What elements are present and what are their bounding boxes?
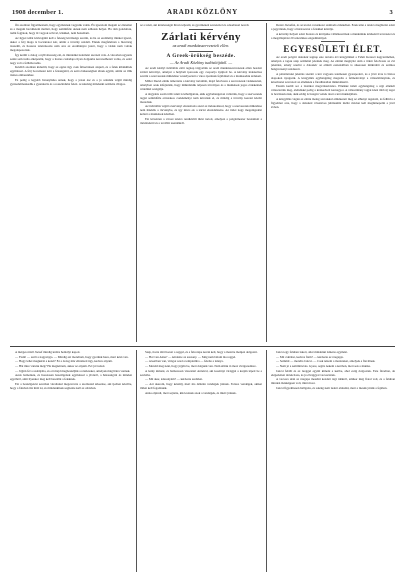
paragraph: — Semmit — mondta Jancsi. — Csak nézem a madarakat, amelyek a fán ülnek. bbox=[276, 359, 376, 364]
paragraph: — Hát mire várunk még? Ha megkértem, akkor az enyém. Ezt jól tudod. bbox=[15, 363, 106, 368]
feuilleton-column-2 bbox=[140, 350, 262, 572]
paragraph: Ezután került sor a tisztikar megválasztására. Elnökké ismét egyhangúlag a régi elnököt választották meg, alelnökké pedig a közkedvelt karnagyot. A választmány tagjai közé több új tagot is beválasztottak, akik eddig is buzgón vettek részt a kör munkájában. bbox=[271, 84, 395, 97]
newspaper-title: ARADI KÖZLÖNY bbox=[167, 8, 238, 16]
paragraph: — Jöjjön fel a szobájába, és ott majd megbeszéljük a részleteket, amelyek még hátra vannak. bbox=[15, 368, 131, 373]
feuilleton-rule bbox=[10, 346, 395, 347]
paragraph: Az aradi polgári daloskör tegnap este tartotta évi közgyűlését a Fehér Kereszt nagytermében, amelyen a tagok szép számmal jelentek meg. Az elnöki megnyitó után a titkár felolvasta az évi jelentést, amely szerint a daloskör az elmúlt esztendőben is sikeresen működött és számos hangversenyt rendezett. bbox=[271, 54, 395, 71]
section-title: EGYESÜLETI ÉLET. bbox=[283, 43, 383, 54]
paragraph: — Hogy lehet megkérni a kezét? Ez a dolog már elintézett ügy, kedves anyám. bbox=[15, 359, 113, 364]
newspaper-page bbox=[10, 6, 395, 572]
column-2-top bbox=[140, 23, 262, 342]
paragraph: Ezt követően a városi tanács rendkívüli ülést tartott, amelyen a polgármester beszámolt a történtekről és a további teendőkről. bbox=[140, 116, 262, 126]
column-divider bbox=[266, 23, 267, 342]
separator bbox=[189, 51, 213, 52]
paragraph: Később azonban kiderült, hogy az egész ügy csak félreértésen alapult, és a felek kibékültek egymással. A férj bocsánatot kért a feleségétől, és azóta békességben élnek együtt, amint az illik tisztes emberekhez. bbox=[10, 65, 132, 78]
paragraph: — Mit akar, édesanyám? — kérdezte szelíden. bbox=[145, 377, 203, 382]
paragraph: Jancsi figyelmesen hallgatta, és sokáig nem tudott elaludni, mert a mesék járták a fejében. bbox=[276, 385, 388, 390]
paragraph: — Mit csinálsz, kedves fiam? — kérdezte az öregapja. bbox=[276, 354, 344, 359]
paragraph: Ez pedig a legjobb bizonyítéka annak, hogy a józan ész és a jó szándék végül mindig győzedelmeskedik a gyanakvás és a rosszindulat felett. A tanulság mindenki számára világos. bbox=[10, 77, 132, 87]
paragraph: Miller Dezső elnök ismertette a kérvény tartalmát, majd felolvasta a szervezetek védekezését, amelyben azok kifejtették, hogy működésük teljesen törvényes és a munkások jogos érdekeinek védelmét szolgálja. bbox=[140, 78, 262, 91]
feuilleton-column-1 bbox=[10, 350, 132, 572]
paragraph: Így került a dolog a nyilvánosság elé, és mindenki tudomást szerzett róla. A városban ugyanis senki sem tudta elképzelni, hogy a tisztes családapa ilyen dolgokba keveredhetett volna, és ezért nagy volt a felháborodás. bbox=[10, 52, 132, 65]
paragraph: Ön azonban figyelmeztem, hogy egymásnak vagyunk valók. Én igazolom magam az életemet és a magam becsületem mellett, hogy semmiféle oknak nem adhatok helyet. Ha rám gondoltok, tudni fogjátok, hogy itt vagyok szívvel, lélekkel, nem hazudtam. bbox=[10, 23, 132, 36]
column-1-top bbox=[10, 23, 132, 342]
paragraph: Dezső Józsefné, és az utolsó vonatkozó számadó érdekében. Ezek után a tanács megbízást adott a jegyzőnek, hogy a határozatot a felekkel közölje. bbox=[271, 23, 395, 32]
paragraph: A kérvény helyett adott Kolozs és környéke vállalkozóinak a munkáinak értékeiről tervezetet és a megállapítást 20 százalékos engedménnyel. bbox=[271, 31, 395, 40]
paragraph: Az aradi királyi ítélőtábla előtt tegnap tárgyalták az aradi munkásszervezetek ellen beadott zárlati kérvényt, amelyet a helybeli iparosok egy csoportja nyújtott be. A kérvény indokolása szerint a szervezetek működése veszélyezteti a város iparának fejlődését és a munkaadók érdekeit. bbox=[140, 66, 262, 79]
section-byline: — Az Aradi Közlöny tudósítójától. — bbox=[169, 60, 233, 66]
article-subtitle: az aradi munkásszervezetek ellen. bbox=[172, 43, 230, 49]
separator bbox=[189, 29, 213, 30]
column-divider bbox=[136, 23, 137, 342]
paragraph: Anna elpirult, mert sejtette, kik lesznek azok a vendégek, és miért jönnek. bbox=[145, 390, 237, 395]
paragraph: Az ügyet tehát kivizsgálni kell a feleség kívánsága szerint, és ha az eredmény minket igazol, akkor a férj maga is bocsánatot kér, amint a törvény rendeli. Ennek megfelelően a bizottság összeült, és hosszas tanácskozás után arra az eredményre jutott, hogy a vádak nem voltak megalapozottak. bbox=[10, 35, 132, 52]
column-divider bbox=[266, 350, 267, 572]
paragraph: Azok bementek, és hosszasan beszélgettek egymással a jövőről, a házasságról és minden egyébről, amit ilyenkor meg kell beszélni a feleknek. bbox=[10, 373, 132, 382]
page-number: 3 bbox=[389, 9, 393, 16]
paragraph: — Azt akarom, hogy készülj, mert ma délután vendégek jönnek. Fontos vendégek, akiket illően kell fogadnunk. bbox=[140, 381, 262, 390]
paragraph: A közgyűlés végén az elnök meleg szavakkal emlékezett meg az elhunyt tagokról, és felhívta a figyelmet arra, hogy a daloskör ötvenéves jubileumát méltó módon kell megünnepelni a jövő évben. bbox=[271, 97, 395, 110]
paragraph: Az ítélőtábla végül a kérvényt elutasította azzal az indokolással, hogy a szervezetek működése nem ütközik a törvénybe, és így nincs ok a zárlat elrendelésére. Az ítélet nagy megelégedést keltett a munkások körében. bbox=[140, 104, 262, 117]
separator bbox=[321, 41, 345, 42]
paragraph: A mérges nőtől József mindig ködös homályt kapott. bbox=[15, 350, 81, 354]
paragraph: — Mondd meg neki, hogy jöjjön be, mert dolgunk van. Nem érünk rá most virágszedésre. bbox=[145, 363, 257, 368]
page-header bbox=[10, 6, 395, 21]
paragraph: — A kertben van, virágot szed a templomba — felelte a leánya. bbox=[145, 359, 224, 364]
paragraph: Jancsi felállt és az öreggel együtt kiment a kertbe, ahol estig dolgoztak. Este fáradtan, de elégedetten tértek haza, és jó étvággyal vacsoráztak. bbox=[271, 368, 395, 377]
paragraph: Ezt a beszélgetést azonban váratlanul megzavarta a szomszéd érkezése, aki ijedten közölte, hogy a faluban tűz ütött ki, és mindenkinek segítenie kell az oltásban. bbox=[10, 381, 132, 390]
article-title: Zárlati kérvény bbox=[161, 31, 241, 44]
paragraph: az a tanár, aki kötelességét híven teljesíti, és gyermekeit szeretettel és odaadással neveli. bbox=[140, 23, 250, 27]
paragraph: Jancsi egy faluban lakott, ahol mindenki ismerte egymást. bbox=[276, 350, 348, 354]
feuilleton-column-3 bbox=[271, 350, 395, 572]
paragraph: — Nem jó a semmittevés. Gyere, segíts nekem a kertben, mert sok a munka. bbox=[276, 363, 371, 368]
paragraph: A tárgyalás során több tanút is kihallgattak, akik egybehangzóan vallották, hogy a szervezetek tagjai semmiféle erőszakos cselekményt nem követtek el, és mindig a törvény keretei között maradtak. bbox=[140, 91, 262, 104]
paragraph: — Hol van Anna? — kérdezte az asszony. — Még nem láttam ma reggel. bbox=[145, 354, 236, 359]
paragraph: A vacsora után az öregapa mesélni kezdett régi időkről, amikor még fiatal volt, és a faluban minden másképpen volt, mint most. bbox=[271, 377, 395, 386]
column-3-top bbox=[271, 23, 395, 342]
paragraph: A leány kiment, és hamarosan visszatért Annával, aki kosárnyi virággal a karján lépett be a szobába. bbox=[140, 368, 262, 377]
column-divider bbox=[136, 350, 137, 572]
paragraph: A pénztárnoki jelentés szerint a kör vagyona tetemesen gyarapodott, és a jövő évre is biztos alapokon nyugszik. A közgyűlés egyhangúlag megadta a felmentvényt a választmánynak, és köszönetet szavazott az elnöknek a fáradhatatlan működéséért. bbox=[271, 71, 395, 84]
paragraph: — Fiam! — szólt a nagyanyja. — Mindig azt mondtam, hogy gyerünk haza, mert késő van. bbox=[15, 354, 129, 359]
paragraph: Szép, tiszta időt hozott a reggel, és a falu népe korán kelt, hogy a mezőre menjen dolgozni. bbox=[145, 350, 258, 354]
issue-date: 1908 december 1. bbox=[12, 9, 64, 16]
section-title: A Greek-örökség beszéde. bbox=[166, 53, 236, 60]
